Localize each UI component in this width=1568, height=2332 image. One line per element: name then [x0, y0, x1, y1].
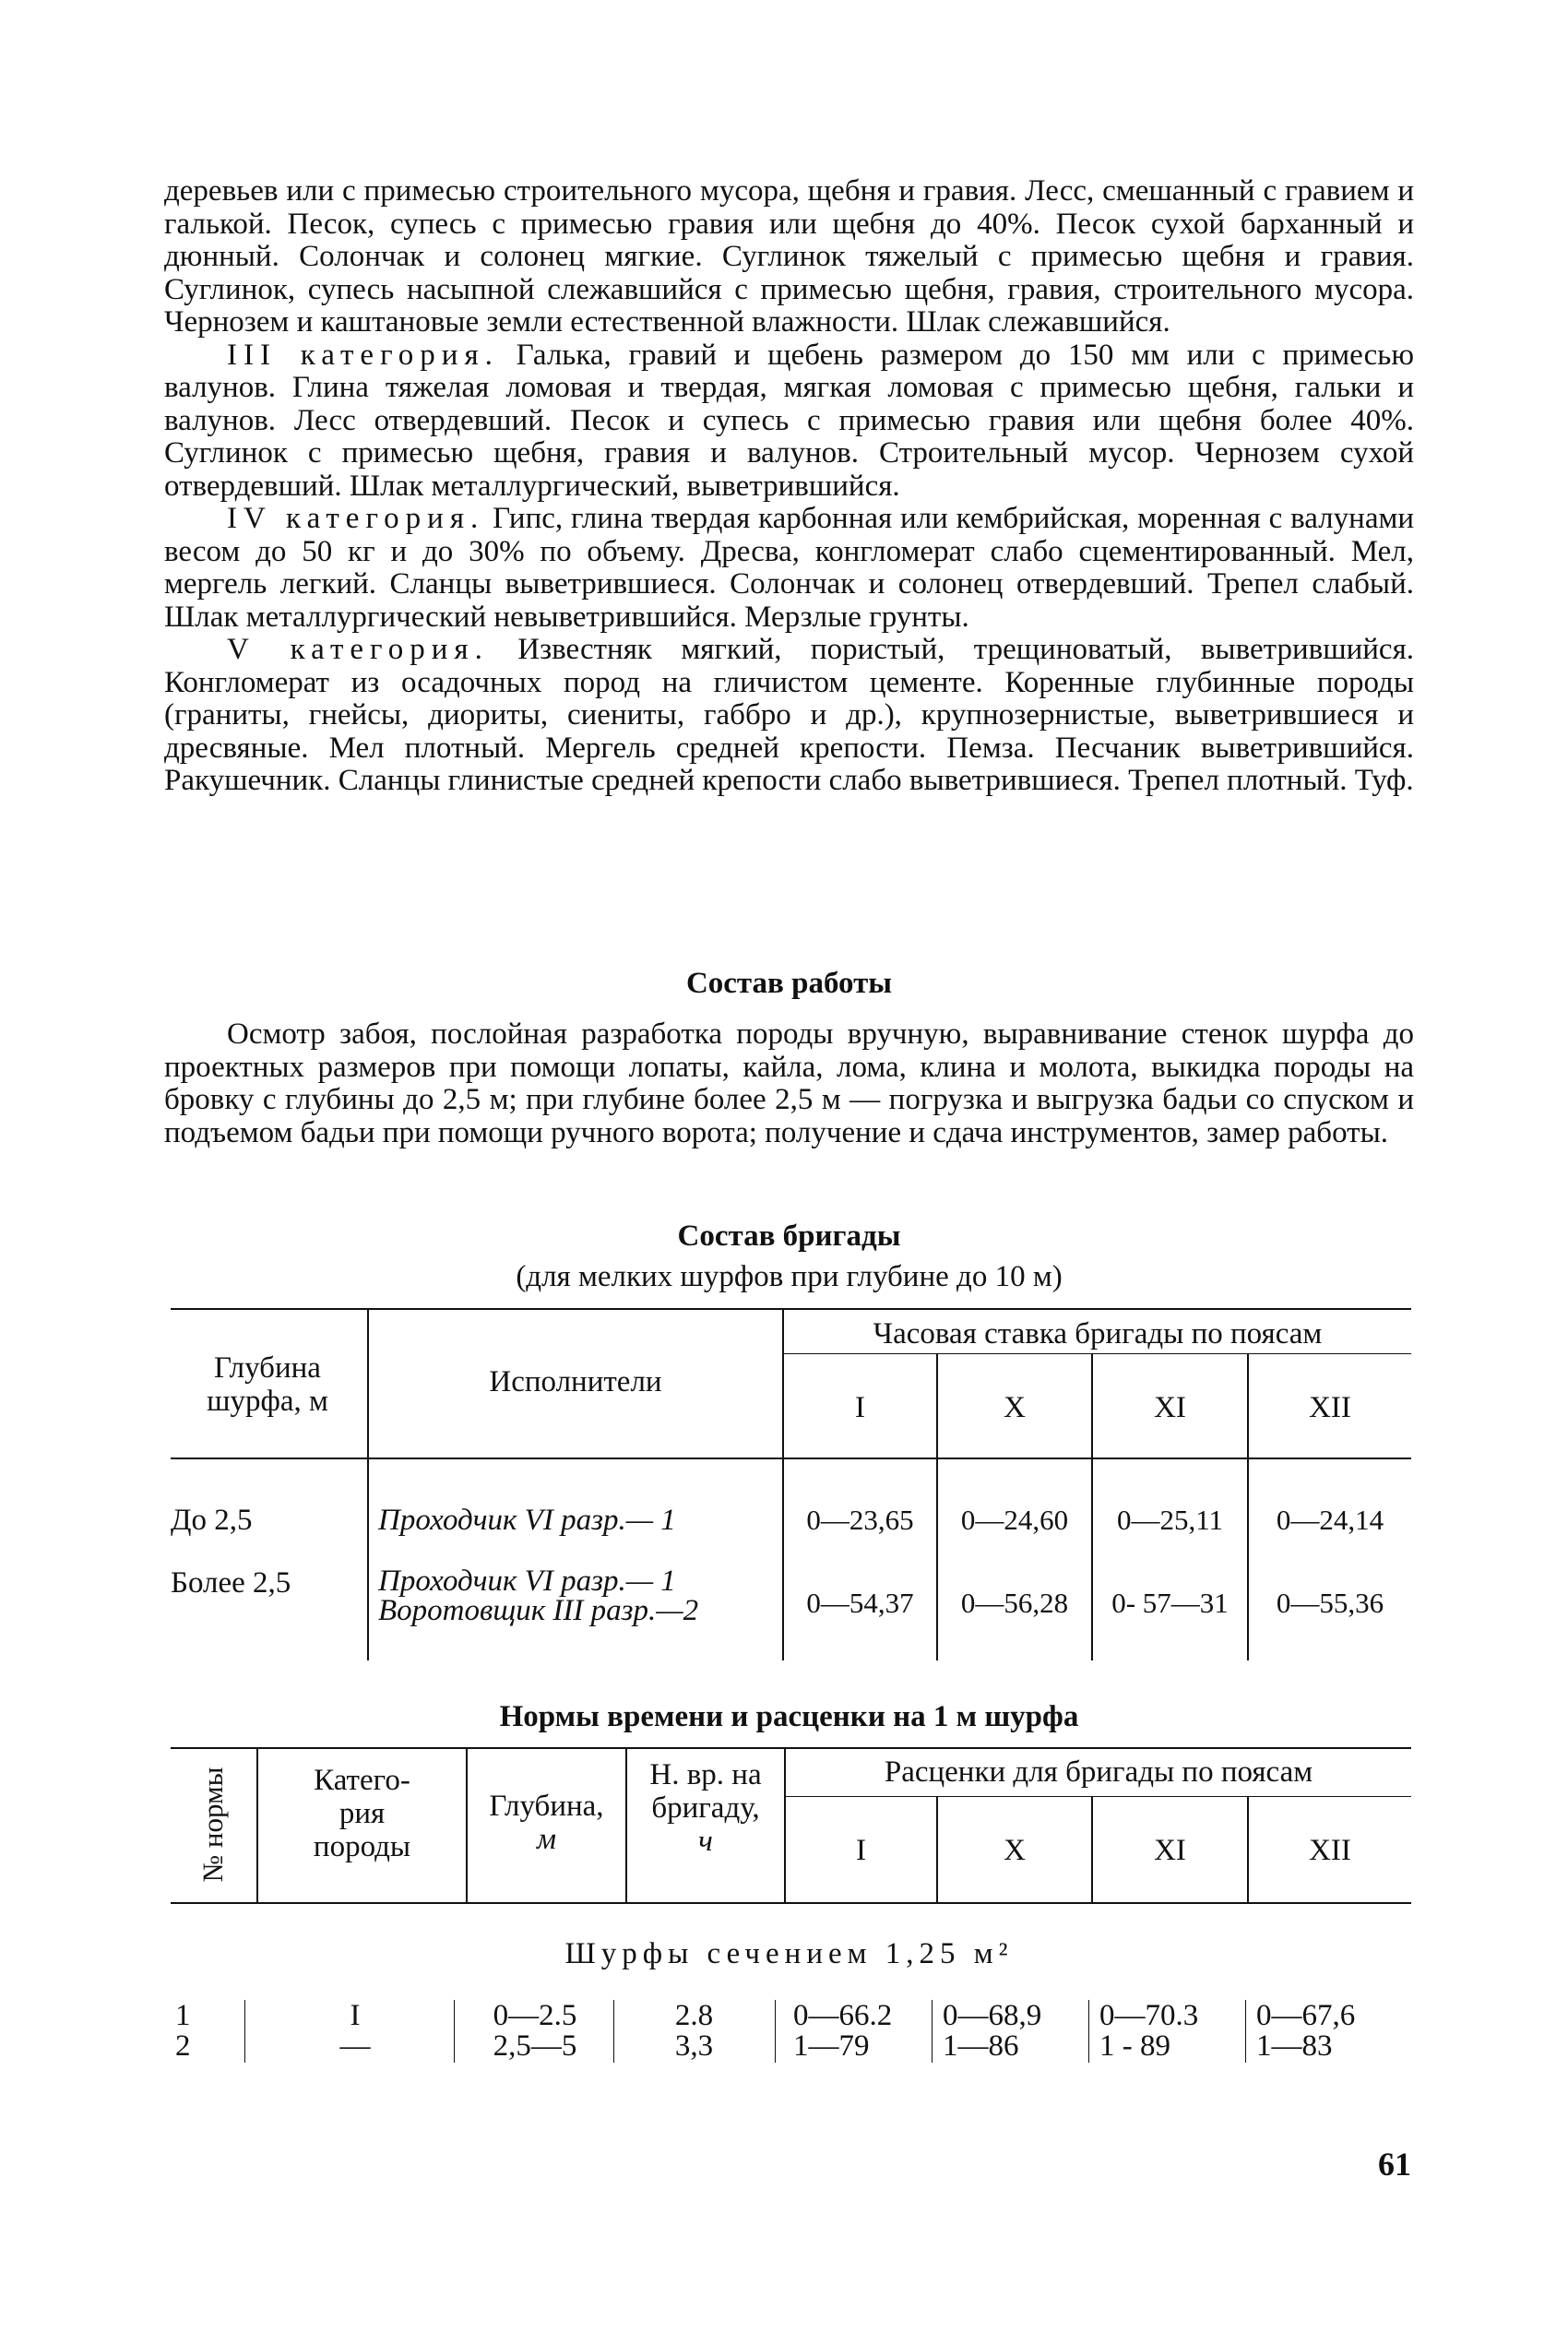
- category-4-text: Гипс, глина твердая карбонная или кембрийская, моренная с валунами весом до 50 кг и до 30% по объему. Дресва, конгломерат слабо сцементированный. Мел, мергель легкий. Сланцы выветрившиеся. Солончак и солонец отвердевший. Трепел слабый. Шлак металлургический невыветрившийся. Мерзлые грунты.: [164, 502, 1415, 634]
- table1-row2-worker1: Проходчик VI разр.— 1: [378, 1565, 676, 1598]
- table2-row2-depth: 2,5—5: [493, 2029, 577, 2063]
- table2-price-rule: [786, 1796, 1411, 1797]
- table1-depth-header: [171, 1351, 364, 1418]
- table2-row1-num: 1: [175, 1999, 191, 2032]
- table1-vline: [367, 1308, 369, 1660]
- cat-header-line2: рия: [339, 1797, 386, 1830]
- category-3-text: Галька, гравий и щебень размером до 150 мм или с примесью валунов. Глина тяжелая ломовая и твердая, мягкая ломовая с примесью щебня, гальки и валунов. Лесс отвердевший. Песок и супесь с примесью гравия или щебня более 40%. Суглинок с примесью щебня, гравия и валунов. Строительный мусор. Чернозем сухой отвердевший. Шлак металлургический, выветрившийся.: [164, 338, 1415, 503]
- body-text: [164, 175, 1414, 798]
- table2-body-vline: [244, 2000, 245, 2063]
- table2-belt-i: I: [856, 1834, 866, 1867]
- table1-row1-rate-i: 0—23,65: [806, 1504, 914, 1536]
- table2-depth-header: [468, 1790, 625, 1856]
- norm-header-line2: бригаду,: [651, 1791, 760, 1825]
- table2-row1-price-xii: 0—67,6: [1256, 1999, 1356, 2032]
- table2-row2-cat: —: [339, 2029, 371, 2063]
- subheading-brigade: (для мелких шурфов при глубине до 10 м): [516, 1260, 1063, 1293]
- table2-body-vline: [1245, 2000, 1246, 2063]
- table2-row2-price-xii: 1—83: [1256, 2029, 1333, 2063]
- table1-belt-x: X: [1004, 1391, 1026, 1424]
- cat-header-line1: Катего-: [314, 1764, 410, 1797]
- table1-row2-rate-x: 0—56,28: [960, 1587, 1069, 1619]
- table2-row2-price-xi: 1 - 89: [1099, 2029, 1170, 2063]
- table2-body-vline: [613, 2000, 614, 2063]
- table1-rate-rule: [784, 1353, 1411, 1354]
- depth2-header-line1: Глубина,: [489, 1790, 604, 1823]
- table2-row1-norm: 2.8: [674, 1999, 714, 2032]
- table1-row2-worker2: Воротовщик III разр.—2: [378, 1594, 699, 1627]
- table1-belt-xii: XII: [1309, 1391, 1351, 1424]
- depth-header-line2: [171, 1385, 364, 1418]
- heading-work-composition: Состав работы: [685, 967, 893, 1000]
- table1-row2-rate-i: 0—54,37: [806, 1587, 914, 1619]
- table2-row1-cat: I: [350, 1999, 361, 2032]
- table1-belt-xi: XI: [1154, 1391, 1186, 1424]
- table1-workers-header: Исполнители: [489, 1365, 662, 1398]
- table1-row1-worker: Проходчик VI разр.— 1: [378, 1504, 676, 1537]
- table2-row1-price-xi: 0—70.3: [1099, 1999, 1199, 2032]
- table2-belt-xii: XII: [1309, 1834, 1351, 1867]
- table1-row2-depth: Более 2,5: [171, 1566, 291, 1600]
- category-4-label: IV категория.: [227, 502, 485, 535]
- table2-cat-header: [258, 1764, 466, 1863]
- table1-row1-rate-x: 0—24,60: [960, 1504, 1069, 1536]
- table2-header-rule: [171, 1902, 1411, 1904]
- heading-brigade: Состав бригады: [677, 1220, 901, 1253]
- table2-row1-price-i: 0—66.2: [793, 1999, 893, 2032]
- table1-row2-workers: [378, 1566, 780, 1625]
- table2-belt-x: X: [1004, 1834, 1026, 1867]
- page-number: 61: [1378, 2146, 1411, 2183]
- category-3-label: III категория.: [227, 338, 499, 372]
- table2-belt-xi: XI: [1154, 1834, 1186, 1867]
- paragraph-work: Осмотр забоя, послойная разработка породы вручную, выравнивание стенок шурфа до проектных размеров при помощи лопаты, кайла, лома, клина и молота, выкидка породы на бровку с глубины до 2,5 м; при глубине более 2,5 м — погрузка и выгрузка бадьи со спуском и подъемом бадьи при помощи ручного ворота; получение и сдача инструментов, замер работы.: [164, 1017, 1414, 1149]
- table2-row2-norm: 3,3: [674, 2029, 714, 2063]
- paragraph-category-4: [164, 503, 1414, 634]
- table1-row1-depth: До 2,5: [171, 1504, 253, 1537]
- depth-header-unit: шурфа, м: [207, 1385, 328, 1418]
- table2-row1-depth: 0—2.5: [493, 1999, 577, 2032]
- table2-body-vline: [775, 2000, 776, 2063]
- norm-header-line1: Н. вр. на: [649, 1758, 762, 1791]
- table1-top-rule: [171, 1308, 1411, 1310]
- table2-body-vline: [454, 2000, 455, 2063]
- table2-body-vline: [1088, 2000, 1089, 2063]
- paragraph-category-5: [164, 634, 1414, 798]
- table1-rate-header: Часовая ставка бригады по поясам: [873, 1317, 1323, 1350]
- paragraph-category-3: [164, 339, 1414, 504]
- category-5-label: V категория.: [227, 633, 489, 666]
- depth-header-line1: Глубина: [214, 1351, 321, 1385]
- table1-row2-rate-xii: 0—55,36: [1276, 1587, 1384, 1619]
- paragraph-1: деревьев или с примесью строительного мусора, щебня и гравия. Лесс, смешанный с гравием и галькой. Песок, супесь с примесью гравия или щебня до 40%. Песок сухой барханный и дюнный. Солончак и солонец мягкие. Суглинок тяжелый с примесью щебня и гравия. Суглинок, супесь насыпной слежавшийся с примесью щебня, гравия, строительного мусора. Чернозем и каштановые земли естественной влажности. Шлак слежавшийся.: [164, 174, 1414, 339]
- table2-norm-header: [627, 1758, 784, 1858]
- norm-header-unit: ч: [698, 1825, 713, 1858]
- depth2-header-unit: м: [536, 1823, 557, 1856]
- cat-header-line3: породы: [313, 1830, 411, 1863]
- table2-row2-num: 2: [175, 2029, 191, 2063]
- table2-price-header: Расценки для бригады по поясам: [884, 1755, 1313, 1789]
- section-heading: Шурфы сечением 1,25 м²: [564, 1937, 1014, 1970]
- table2-row2-price-i: 1—79: [793, 2029, 870, 2063]
- table1-row1-rate-xi: 0—25,11: [1116, 1504, 1224, 1536]
- table2-row1-price-x: 0—68,9: [943, 1999, 1042, 2032]
- table2-row2-price-x: 1—86: [943, 2029, 1019, 2063]
- work-text: [164, 1018, 1414, 1149]
- heading-norms: Нормы времени и расценки на 1 м шурфа: [499, 1700, 1079, 1733]
- table2-num-header: № нормы: [196, 1767, 229, 1883]
- table1-row2-rate-xi: 0- 57—31: [1111, 1587, 1229, 1619]
- table1-row1-rate-xii: 0—24,14: [1276, 1504, 1384, 1536]
- table1-header-rule: [171, 1458, 1411, 1459]
- table2-top-rule: [171, 1747, 1411, 1749]
- table1-belt-i: I: [855, 1391, 865, 1424]
- category-5-text: Известняк мягкий, пористый, трещиноватый, выветрившийся. Конгломерат из осадочных пород на гличистом цементе. Коренные глубинные породы (граниты, гнейсы, диориты, сиениты, габбро и др.), крупнозернистые, выветрившиеся и дресвяные. Мел плотный. Мергель средней крепости. Пемза. Песчаник выветрившийся. Ракушечник. Сланцы глинистые средней крепости слабо выветрившиеся. Трепел плотный. Туф.: [164, 633, 1415, 797]
